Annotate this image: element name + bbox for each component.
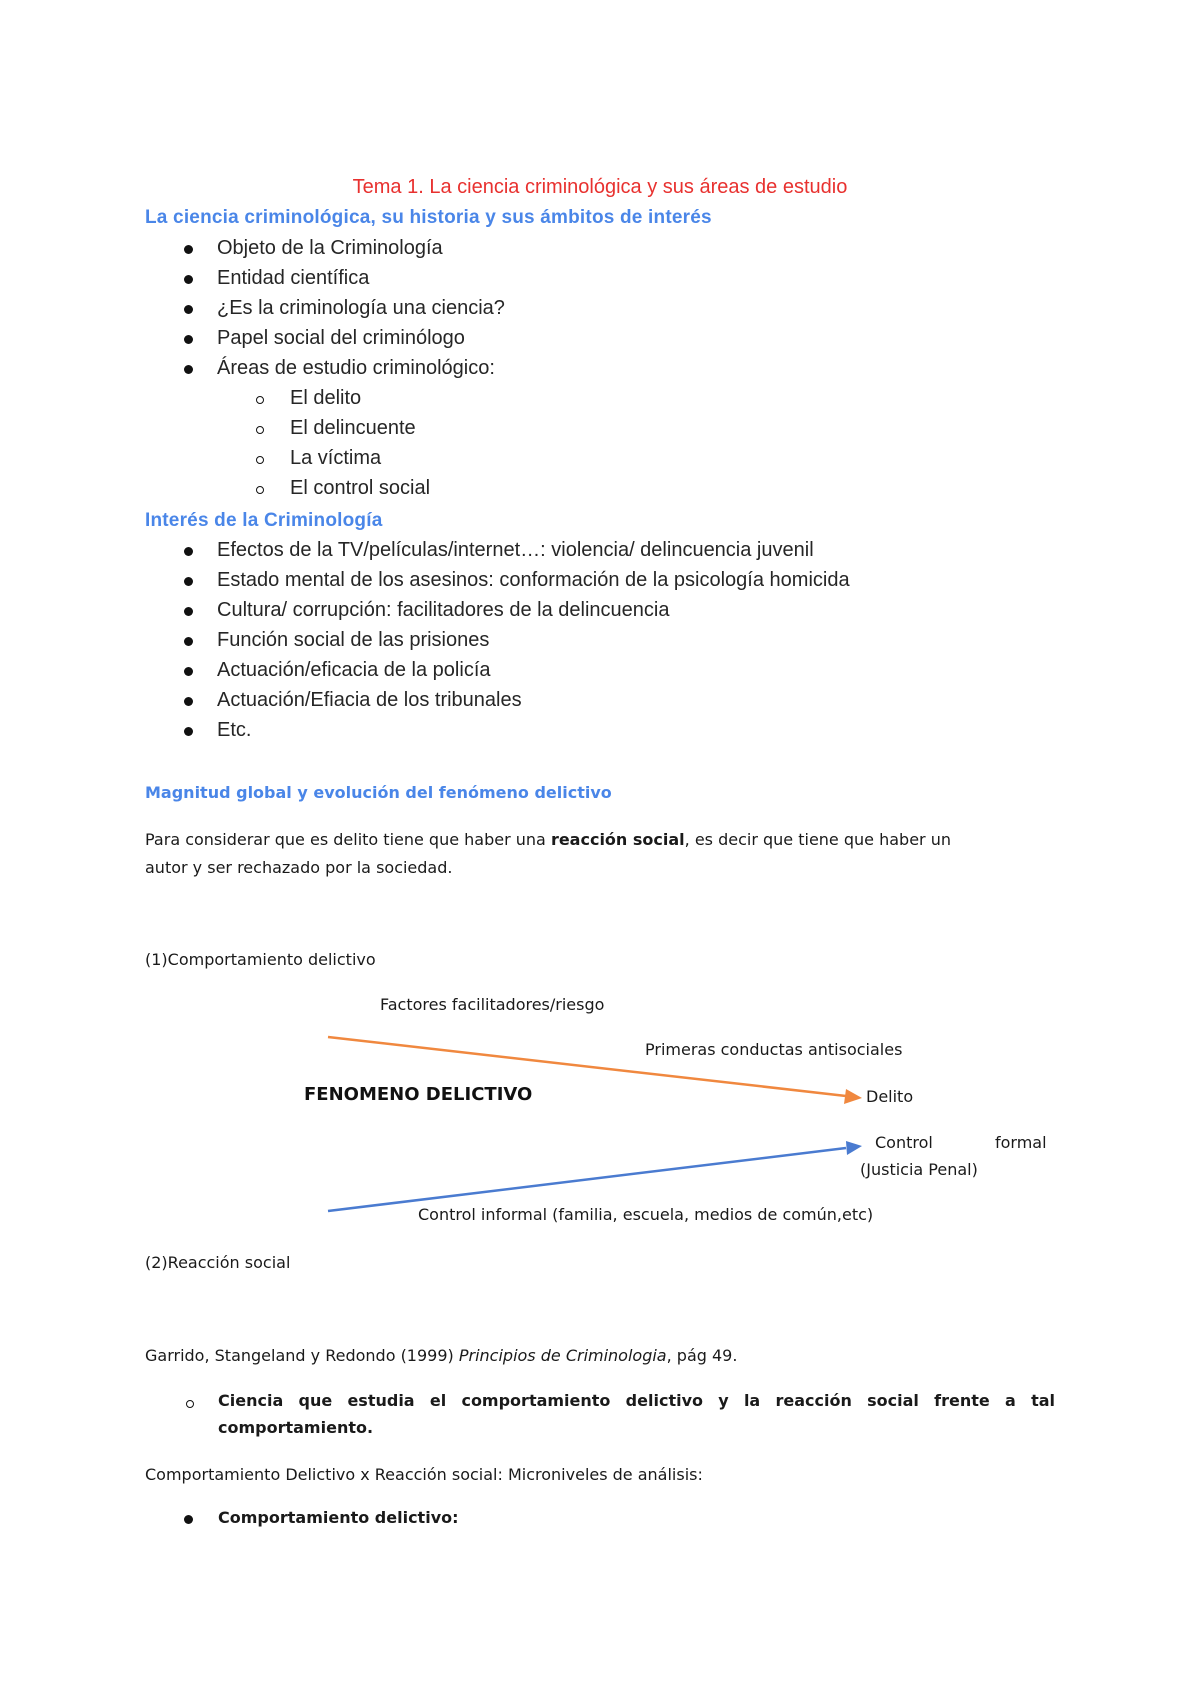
- diagram-label-factores: Factores facilitadores/riesgo: [380, 995, 605, 1014]
- diagram-label-control: Control: [875, 1133, 933, 1152]
- list-item: Papel social del criminólogo: [217, 327, 465, 349]
- micro-heading: Comportamiento Delictivo x Reacción social: Microniveles de análisis:: [145, 1465, 703, 1484]
- list-item: Función social de las prisiones: [217, 629, 490, 651]
- section-heading-magnitud: Magnitud global y evolución del fenómeno delictivo: [145, 783, 612, 802]
- diagram-label-comportamiento: (1)Comportamiento delictivo: [145, 950, 376, 969]
- blue-arrow-head: [846, 1141, 862, 1155]
- diagram-label-control-informal: Control informal (familia, escuela, medios de común,etc): [418, 1205, 874, 1224]
- list-item: Entidad científica: [217, 267, 370, 289]
- definition-line-2: comportamiento.: [218, 1418, 374, 1437]
- document-title: Tema 1. La ciencia criminológica y sus áreas de estudio: [352, 176, 848, 198]
- citation-page: , pág 49.: [666, 1346, 738, 1365]
- bullet-dot: [184, 1515, 193, 1524]
- orange-arrow-head: [844, 1089, 862, 1104]
- diagram-label-fenomeno: FENOMENO DELICTIVO: [304, 1084, 533, 1105]
- list-item: Objeto de la Criminología: [217, 237, 443, 259]
- diagram-label-justicia: (Justicia Penal): [860, 1160, 978, 1179]
- sub-list-item: El delito: [290, 387, 362, 409]
- blue-arrow-line: [328, 1148, 846, 1211]
- definition-line-1: Ciencia que estudia el comportamiento delictivo y la reacción social frente a tal: [218, 1391, 1055, 1410]
- list-item: Actuación/Efiacia de los tribunales: [217, 689, 522, 711]
- list-item: Actuación/eficacia de la policía: [217, 659, 491, 681]
- citation-authors: Garrido, Stangeland y Redondo (1999): [145, 1346, 459, 1365]
- section-heading-ciencia: La ciencia criminológica, su historia y sus ámbitos de interés: [145, 207, 712, 228]
- list-item-comportamiento: Comportamiento delictivo:: [218, 1508, 459, 1527]
- list-item: ¿Es la criminología una ciencia?: [217, 297, 505, 319]
- paragraph-bold-text: reacción social: [550, 830, 685, 849]
- list-item: Áreas de estudio criminológico:: [217, 357, 495, 379]
- paragraph-line-2: autor y ser rechazado por la sociedad.: [145, 858, 453, 877]
- citation-book: Principios de Criminologia: [458, 1346, 667, 1365]
- section-heading-interes: Interés de la Criminología: [145, 510, 383, 531]
- sub-list-item: La víctima: [290, 447, 382, 469]
- list-item: Estado mental de los asesinos: conformación de la psicología homicida: [217, 569, 850, 591]
- diagram-label-formal: formal: [995, 1133, 1047, 1152]
- diagram-label-delito: Delito: [866, 1087, 914, 1106]
- sub-list-item: El control social: [290, 477, 431, 499]
- citation: [145, 1346, 737, 1365]
- diagram-label-primeras: Primeras conductas antisociales: [645, 1040, 903, 1059]
- list-item: Cultura/ corrupción: facilitadores de la delincuencia: [217, 599, 670, 621]
- paragraph-text: Para considerar que es delito tiene que haber una: [145, 830, 551, 849]
- list-item: Efectos de la TV/películas/internet…: violencia/ delincuencia juvenil: [217, 539, 814, 561]
- orange-arrow-line: [328, 1037, 846, 1096]
- list-item: Etc.: [217, 719, 252, 741]
- diagram-label-reaccion: (2)Reacción social: [145, 1253, 291, 1272]
- sub-list-item: El delincuente: [290, 417, 416, 439]
- paragraph-text: , es decir que tiene que haber un: [684, 830, 951, 849]
- sub-bullet-circle: [186, 1400, 194, 1408]
